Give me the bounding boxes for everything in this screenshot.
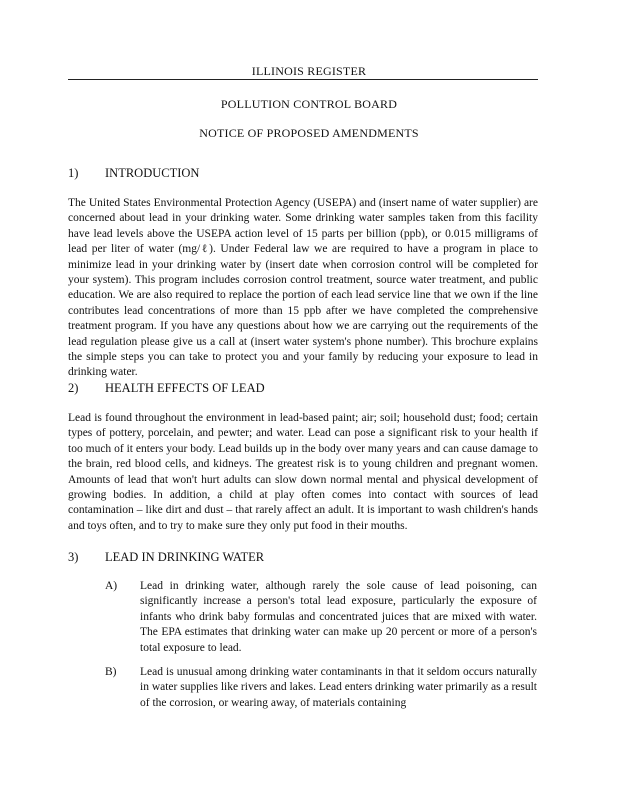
section-title: INTRODUCTION (105, 166, 200, 180)
section-number: 1) (68, 166, 79, 180)
section-title: HEALTH EFFECTS OF LEAD (105, 381, 265, 395)
header-rule (68, 79, 538, 80)
notice-title: NOTICE OF PROPOSED AMENDMENTS (199, 126, 419, 140)
list-item-text: Lead is unusual among drinking water contaminants in that it seldom occurs naturally in water supplies like rivers and lakes. Lead enters drinking water primarily as a result of the corrosion, or wearing away, of materials containing (140, 666, 537, 709)
section-number: 2) (68, 381, 79, 395)
section-title: LEAD IN DRINKING WATER (105, 550, 265, 564)
list-item-label: A) (105, 580, 118, 592)
list-item-text: Lead in drinking water, although rarely the sole cause of lead poisoning, can significantly increase a person's total lead exposure, particularly the exposure of infants who drink baby formulas and concentrated juices that are mixed with water. The EPA estimates that drinking water can make up 20 percent or more of a person's total exposure to lead. (140, 580, 537, 654)
health-effects-paragraph: Lead is found throughout the environment in lead-based paint; air; soil; household dust; food; certain types of pottery, porcelain, and pewter; and water. Lead can pose a significant risk to your health if too much of it enters your body. Lead builds up in the body over many years and can cause damage to the brain, red blood cells, and kidneys. The greatest risk is to young children and pregnant women. Amounts of lead that won't hurt adults can slow down normal mental and physical development of growing bodies. In addition, a child at play often comes into contact with sources of lead contamination – like dirt and dust – that rarely affect an adult. It is important to wash children's hands and toys often, and to try to make sure they only put food in their mouths. (68, 412, 538, 532)
register-title: ILLINOIS REGISTER (251, 64, 367, 78)
list-item-label: B) (105, 666, 117, 678)
section-number: 3) (68, 550, 79, 564)
board-title: POLLUTION CONTROL BOARD (220, 97, 398, 111)
introduction-paragraph: The United States Environmental Protection Agency (USEPA) and (insert name of water supplier) are concerned about lead in your drinking water. Some drinking water samples taken from this facility have lead levels above the USEPA action level of 15 parts per billion (ppb), or 0.015 milligrams of lead per liter of water (mg/ℓ). Under Federal law we are required to have a program in place to minimize lead in your drinking water by (insert date when corrosion control will be completed for your system). This program includes corrosion control treatment, source water treatment, and public education. We are also required to replace the portion of each lead service line that we own if the line contributes lead concentrations of more than 15 ppb after we have completed the comprehensive treatment program. If you have any questions about how we are carrying out the requirements of the lead regulation please give us a call at (insert water system's phone number). This brochure explains the simple steps you can take to protect you and your family by reducing your exposure to lead in drinking water. (68, 197, 538, 379)
